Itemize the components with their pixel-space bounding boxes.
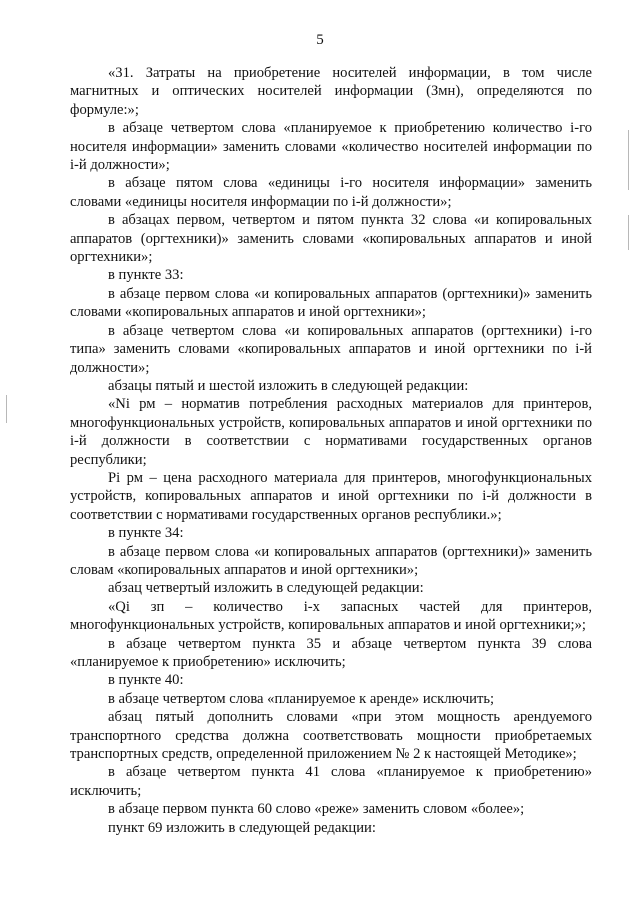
paragraph: в абзаце четвертом слова «планируемое к приобретению количество i-го носителя информации» заменить словами «количество носителей информации по i-й должности»; (70, 120, 592, 174)
paragraph: в абзаце первом слова «и копировальных аппаратов (оргтехники)» заменить словам «копировальных аппаратов и иной оргтехники»; (70, 543, 592, 578)
paragraph: пункт 69 изложить в следующей редакции: (108, 819, 376, 836)
scan-edge-mark (628, 130, 629, 190)
paragraph: абзацы пятый и шестой изложить в следующей редакции: (108, 377, 469, 394)
paragraph: в абзаце четвертом пункта 35 и абзаце четвертом пункта 39 слова «планируемое к приобретению» исключить; (70, 635, 592, 670)
paragraph: в абзаце пятом слова «единицы i-го носителя информации» заменить словами «единицы носителя информации по i-й должности»; (70, 175, 592, 210)
scan-edge-mark (6, 395, 7, 423)
paragraph: абзац пятый дополнить словами «при этом мощность арендуемого транспортного средства должна соответствовать мощности приобретаемых транспортных средств, определенной приложением № 2 к настоящей Методике»; (70, 709, 592, 763)
paragraph: «Qi зп – количество i-х запасных частей для принтеров, многофункциональных устройств, копировальных аппаратов и иной оргтехники;»; (70, 598, 592, 634)
paragraph: в пункте 34: (108, 525, 184, 542)
paragraph: «31. Затраты на приобретение носителей информации, в том числе магнитных и оптических носителей информации (Змн), определяются по формуле:»; (70, 65, 592, 118)
paragraph: в абзаце первом слова «и копировальных аппаратов (оргтехники)» заменить словами «копировальных аппаратов и иной оргтехники»; (70, 285, 592, 321)
page-number: 5 (316, 32, 324, 48)
paragraph: в пункте 33: (108, 267, 184, 284)
paragraph: в абзаце первом пункта 60 слово «реже» заменить словом «более»; (108, 801, 525, 818)
paragraph: в пункте 40: (108, 672, 184, 689)
paragraph: в абзацах первом, четвертом и пятом пункта 32 слова «и копировальных аппаратов (оргтехники)» заменить словами «копировальных аппаратов и иной оргтехники»; (70, 212, 592, 266)
scan-edge-mark (628, 215, 629, 250)
paragraph: в абзаце четвертом пункта 41 слова «планируемое к приобретению» исключить; (70, 764, 592, 799)
paragraph: «Ni рм – норматив потребления расходных материалов для принтеров, многофункциональных устройств, копировальных аппаратов и иной оргтехники по i-й должности в соответствии с нормативами государственных органов республики; (70, 396, 592, 468)
paragraph: абзац четвертый изложить в следующей редакции: (108, 580, 424, 597)
paragraph: в абзаце четвертом слова «и копировальных аппаратов (оргтехники) i-го типа» заменить словами «копировальных аппаратов и иной оргтехники по i-й должности»; (70, 322, 592, 376)
paragraph: в абзаце четвертом слова «планируемое к аренде» исключить; (108, 690, 495, 707)
paragraph: Pi рм – цена расходного материала для принтеров, многофункциональных устройств, копировальных аппаратов и иной оргтехники по i-й должности в соответствии с нормативами государственных органов республики.»; (70, 469, 592, 523)
document-body (70, 64, 592, 837)
